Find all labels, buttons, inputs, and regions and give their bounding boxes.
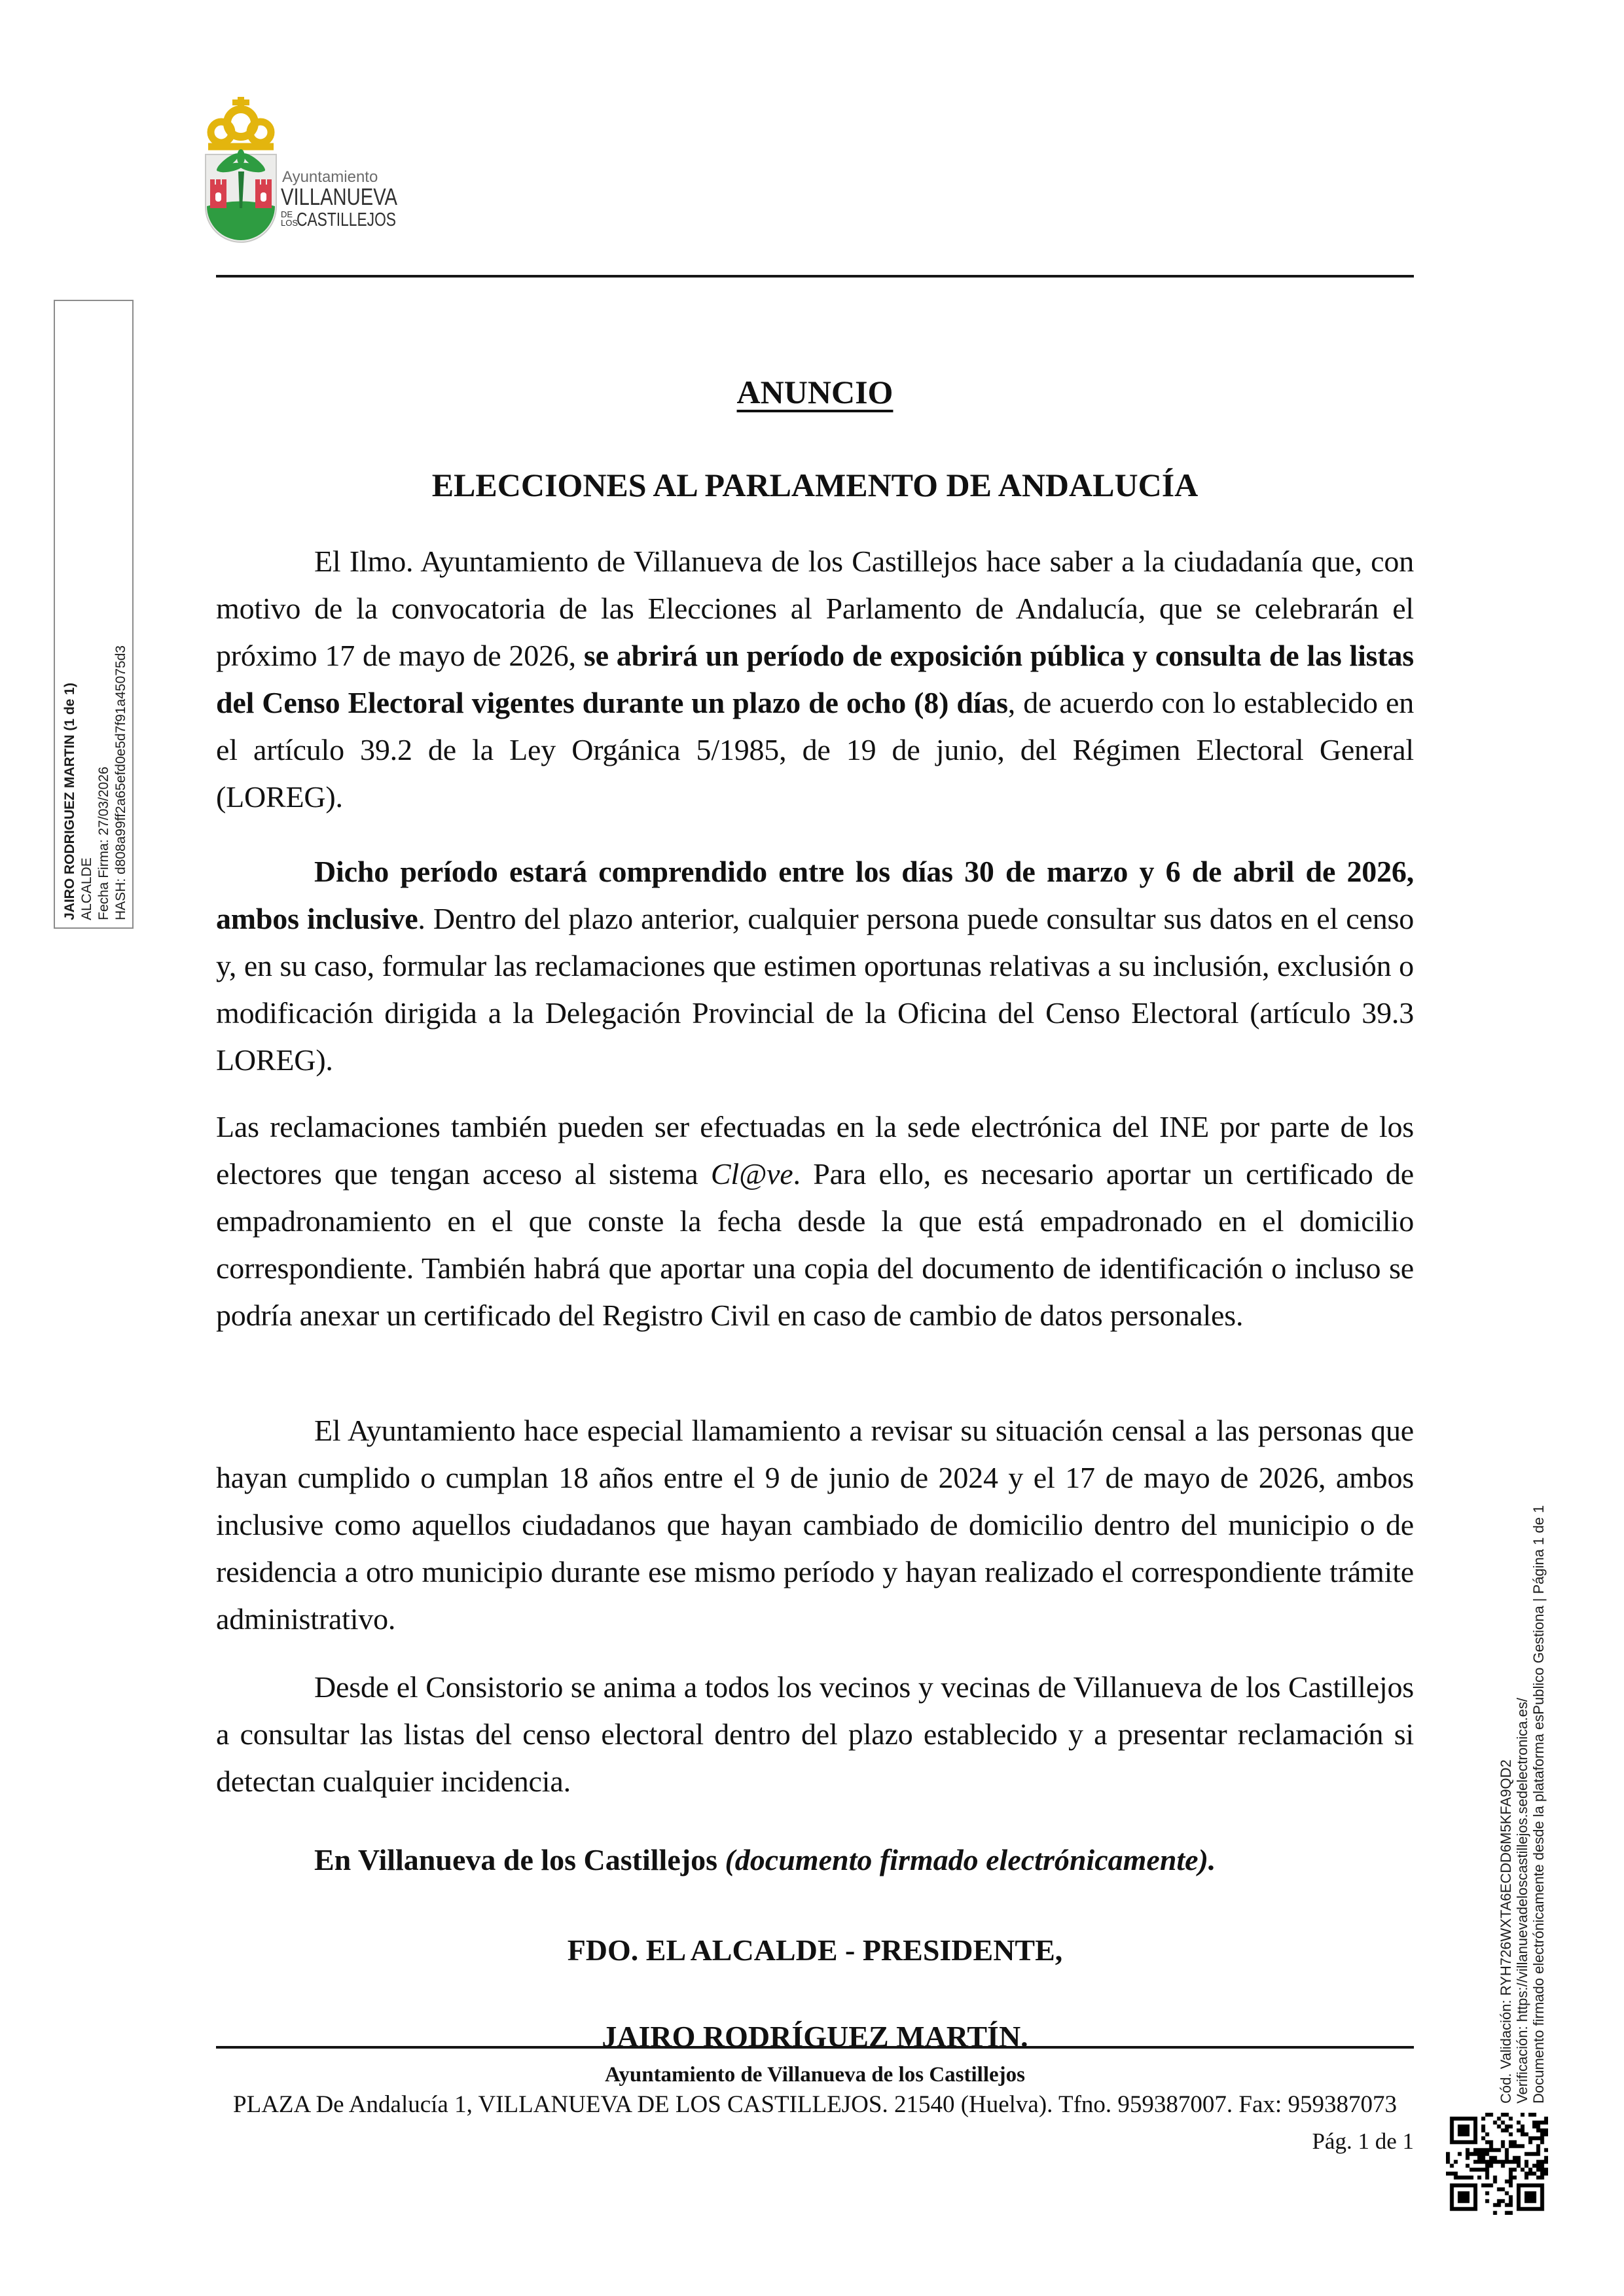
signature-name-line: JAIRO RODRÍGUEZ MARTÍN.: [602, 2020, 1028, 2053]
paragraph-1: El Ilmo. Ayuntamiento de Villanueva de los Castillejos hace saber a la ciudadanía que, con motivo de la convocatoria de las Elecciones al Parlamento de Andalucía, que se celebrarán el próximo 17 de mayo de 2026, se abrirá un período de exposición pública y consulta de las listas del Censo Electoral vigentes durante un plazo de ocho (8) días, de acuerdo con lo establecido en el artículo 39.2 de la Ley Orgánica 5/1985, de 19 de junio, del Régimen Electoral General (LOREG).: [216, 545, 1415, 814]
signature-place-line: En Villanueva de los Castillejos (documento firmado electrónicamente).: [314, 1843, 1216, 1876]
header-rule: [216, 275, 1414, 278]
town-hall-logo: [196, 97, 432, 257]
signature-stamp-text: JAIRO RODRIGUEZ MARTIN (1 de 1) ALCALDE Fecha Firma: 27/03/2026 HASH: d808a99ff2a65efd0e5d7f91a45075d3: [62, 645, 128, 920]
page-title: ANUNCIO: [736, 374, 893, 410]
logo-org-name-2: CASTILLEJOS: [297, 209, 396, 230]
paragraph-2: Dicho período estará comprendido entre los días 30 de marzo y 6 de abril de 2026, ambos inclusive. Dentro del plazo anterior, cualquier persona puede consultar sus datos en el censo y, en su caso, formular las reclamaciones que estimen oportunas relativas a su inclusión, exclusión o modificación dirigida a la Delegación Provincial de la Oficina del Censo Electoral (artículo 39.3 LOREG).: [216, 855, 1415, 1077]
footer-address: PLAZA De Andalucía 1, VILLANUEVA DE LOS CASTILLEJOS. 21540 (Huelva). Tfno. 959387007. Fax: 959387073: [233, 2091, 1397, 2118]
logo-org-name-1: VILLANUEVA: [281, 183, 397, 210]
paragraph-4: El Ayuntamiento hace especial llamamiento a revisar su situación censal a las personas que hayan cumplido o cumplan 18 años entre el 9 de junio de 2024 y el 17 de mayo de 2026, ambos inclusive como aquellos ciudadanos que hayan cambiado de domicilio dentro del municipio o de residencia a otro municipio durante ese mismo período y hayan realizado el correspondiente trámite administrativo.: [216, 1414, 1414, 1636]
qr-code: [1446, 2113, 1548, 2215]
paragraph-3: Las reclamaciones también pueden ser efectuadas en la sede electrónica del INE por parte de los electores que tengan acceso al sistema Cl@ve. Para ello, es necesario aportar un certificado de empadronamiento en el que conste la fecha desde la que está empadronado en el domicilio correspondiente. También habrá que aportar una copia del documento de identificación o incluso se podría anexar un certificado del Registro Civil en caso de cambio de datos personales.: [216, 1110, 1414, 1332]
footer-organization: Ayuntamiento de Villanueva de los Castillejos: [604, 2063, 1025, 2087]
shield-icon: [206, 149, 276, 242]
logo-org-los: LOS: [281, 218, 298, 228]
crown-icon: [208, 97, 274, 147]
logo-org-small: Ayuntamiento: [282, 168, 378, 186]
paragraph-5: Desde el Consistorio se anima a todos los vecinos y vecinas de Villanueva de los Castillejos a consultar las listas del censo electoral dentro del plazo establecido y a presentar reclamación si detectan cualquier incidencia.: [216, 1670, 1414, 1798]
page-subtitle: ELECCIONES AL PARLAMENTO DE ANDALUCÍA: [431, 467, 1199, 503]
logo-org-de: DE: [281, 209, 293, 219]
signature-role-line: FDO. EL ALCALDE - PRESIDENTE,: [567, 1933, 1063, 1967]
footer-rule: [216, 2046, 1414, 2049]
page-number: Pág. 1 de 1: [1312, 2128, 1414, 2154]
validation-stamp-text: Cód. Validación: RYH726WXTA6ECDD6M5KFA9QD2 Verificación: https://villanuevadeloscastillejos.sedelectronica.es/ Documento firmado electrónicamente desde la plataforma esPublico Gestiona | Página 1 de 1: [1498, 1505, 1547, 2104]
